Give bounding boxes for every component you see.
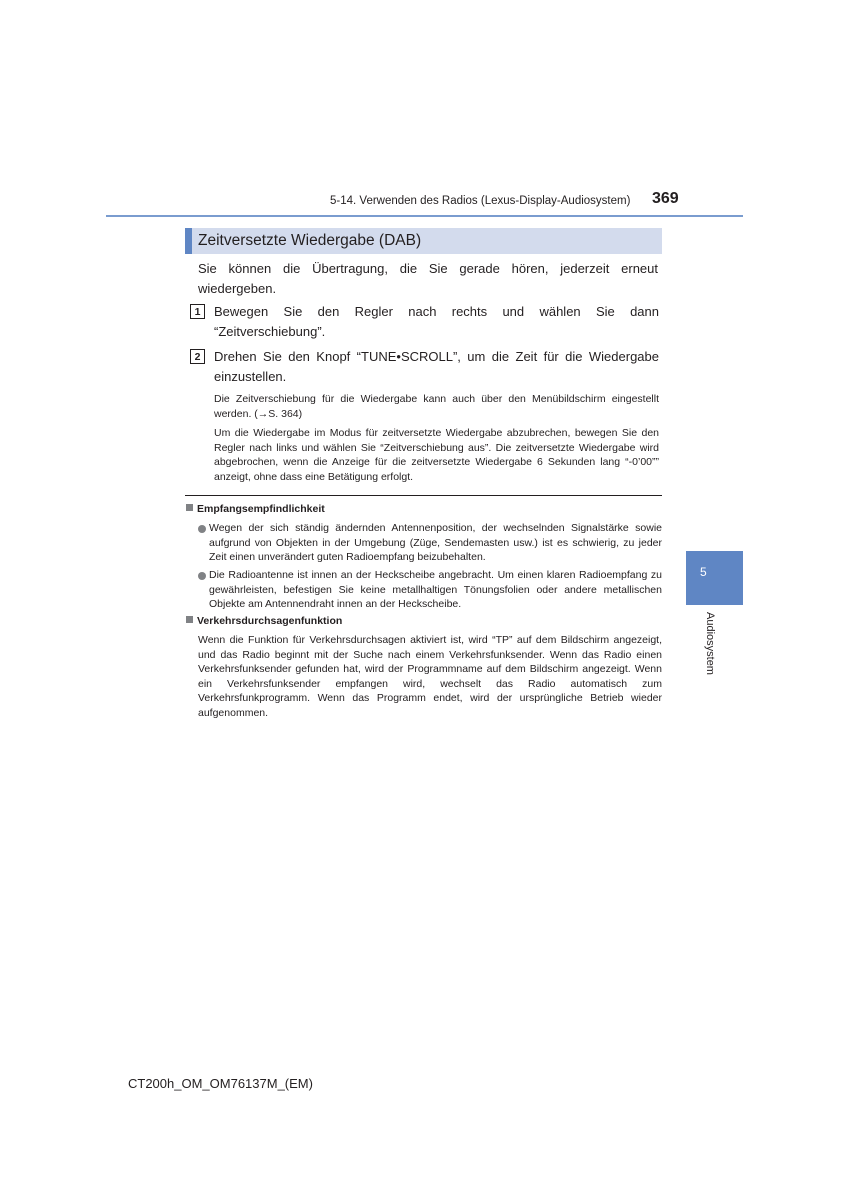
step-1-text: Bewegen Sie den Regler nach rechts und wählen Sie dann “Zeitverschiebung”. [214,304,659,339]
step-1-number: 1 [190,304,205,319]
list-item-text: Wegen der sich ständig ändernden Antennenposition, der wechselnden Signalstärke sowie aufgrund von Objekten in der Umgebung (Züge, Sendemasten usw.) ist es schwierig, zu jeder Zeit einen unverändert guten Radioempfang beizubehalten. [209,522,662,563]
intro-paragraph: Sie können die Übertragung, die Sie gerade hören, jederzeit erneut wiedergeben. [198,261,658,296]
section-divider [185,495,662,496]
traffic-heading: Verkehrsdurchsagenfunktion [186,615,342,627]
square-bullet-icon [186,616,193,623]
list-item-text: Die Radioantenne ist innen an der Heckscheibe angebracht. Um einen klaren Radioempfang zu gewährleisten, befestigen Sie keine metallhaltigen Tönungsfolien oder andere metallischen Objekte am Antennendraht innen an der Heckscheibe. [209,569,662,610]
document-code: CT200h_OM_OM76137M_(EM) [128,1076,313,1091]
header-divider [106,215,743,217]
bullet-dot-icon [198,572,206,580]
bullet-dot-icon [198,525,206,533]
list-item [198,568,662,612]
square-bullet-icon [186,504,193,511]
chapter-label: Audiosystem [704,612,716,675]
note-cancel-timeshift: Um die Wiedergabe im Modus für zeitversetzte Wiedergabe abzubrechen, bewegen Sie den Regler nach links und wählen Sie “Zeitverschiebung aus”. Die zeitversetzte Wiedergabe wird abgebrochen, wenn die Anzeige für die zeitversetzte Wiedergabe 6 Sekunden lang “-0’00”” anzeigt, ohne dass eine Betätigung erfolgt. [214,427,659,483]
reception-heading: Empfangsempfindlichkeit [186,503,325,515]
page-number: 369 [652,190,679,207]
step-2-number: 2 [190,349,205,364]
running-header: 5-14. Verwenden des Radios (Lexus-Display-Audiosystem) [330,195,631,207]
chapter-tab [686,551,743,605]
traffic-paragraph: Wenn die Funktion für Verkehrsdurchsagen aktiviert ist, wird “TP” auf dem Bildschirm angezeigt, und das Radio beginnt mit der Suche nach einem Verkehrsfunksender. Wenn das Radio einen Verkehrsfunksender gefunden hat, wird der Programmname auf dem Bildschirm angezeigt. Wenn ein Verkehrsfunksender empfangen wird, wechselt das Radio automatisch zum Verkehrsfunkprogramm. Wenn das Programm endet, wird der ursprüngliche Betrieb wieder aufgenommen. [198,634,662,719]
list-item [198,521,662,565]
section-title: Zeitversetzte Wiedergabe (DAB) [198,232,422,249]
chapter-number: 5 [700,565,707,579]
note-menu-screen: Die Zeitverschiebung für die Wiedergabe kann auch über den Menübildschirm eingestellt werden. (→S. 364) [214,393,659,420]
step-2-text: Drehen Sie den Knopf “TUNE•SCROLL”, um die Zeit für die Wiedergabe einzustellen. [214,349,659,384]
section-heading [185,228,662,254]
